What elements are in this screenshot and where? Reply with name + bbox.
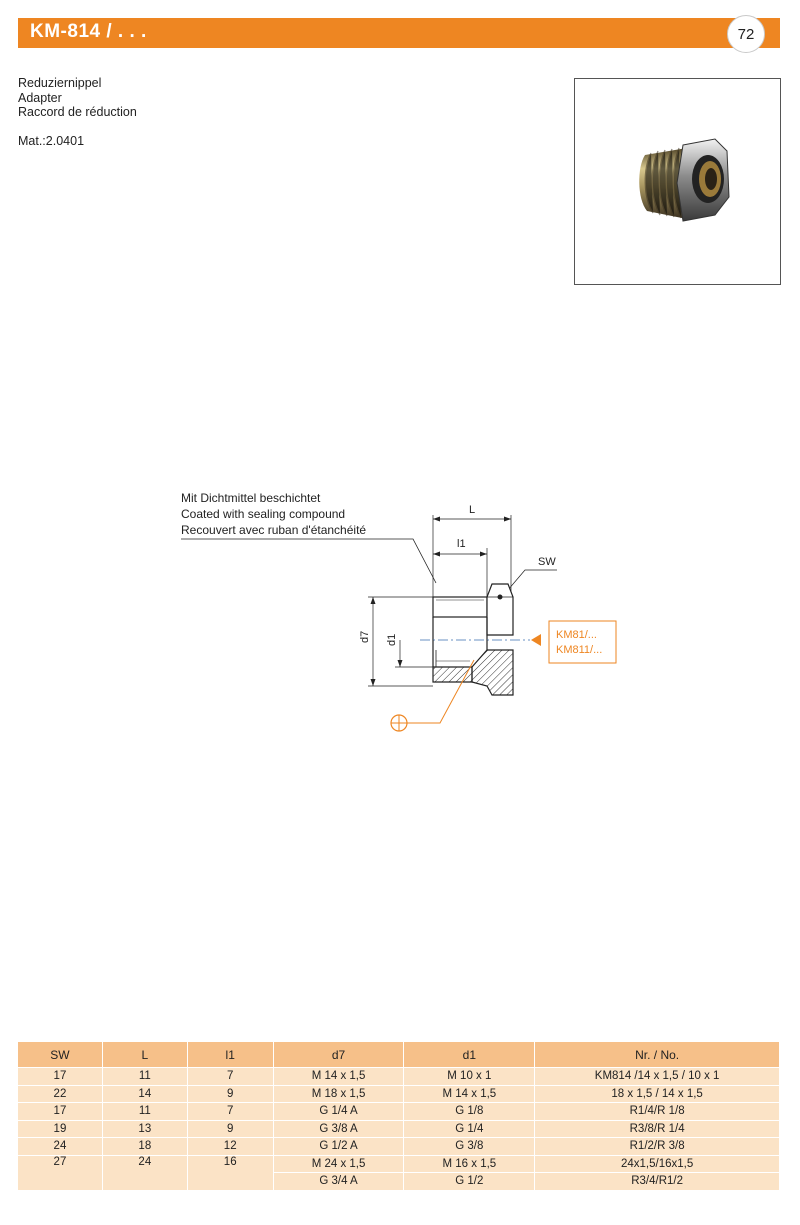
table-cell: 9 bbox=[187, 1120, 273, 1138]
dim-L-label: L bbox=[469, 504, 476, 516]
material-code: Mat.:2.0401 bbox=[18, 133, 85, 148]
table-cell: G 1/2 bbox=[404, 1173, 535, 1190]
table-cell: 24x1,5/16x1,5 bbox=[535, 1155, 780, 1173]
table-cell: KM814 /14 x 1,5 / 10 x 1 bbox=[535, 1068, 780, 1086]
drawing-note-en: Coated with sealing compound bbox=[181, 507, 346, 521]
product-photo bbox=[574, 78, 781, 285]
table-cell: M 24 x 1,5 bbox=[273, 1155, 404, 1173]
dim-d1-label: d1 bbox=[386, 633, 398, 646]
table-row bbox=[18, 1155, 780, 1173]
table-cell: M 10 x 1 bbox=[404, 1068, 535, 1086]
table-cell: G 1/2 A bbox=[273, 1138, 404, 1156]
page-title: KM-814 / . . . bbox=[30, 21, 147, 42]
table-cell: 16 bbox=[187, 1155, 273, 1190]
table-row bbox=[18, 1068, 780, 1086]
sw-label: SW bbox=[538, 556, 556, 568]
table-cell: M 18 x 1,5 bbox=[273, 1085, 404, 1103]
table-cell: G 1/4 A bbox=[273, 1103, 404, 1121]
page-number-badge: 72 bbox=[727, 15, 765, 53]
dim-d7-label: d7 bbox=[359, 630, 371, 643]
table-row bbox=[18, 1085, 780, 1103]
table-cell: 22 bbox=[18, 1085, 103, 1103]
table-header-row bbox=[18, 1042, 780, 1068]
table-cell: M 14 x 1,5 bbox=[273, 1068, 404, 1086]
table-cell: 11 bbox=[102, 1068, 187, 1086]
table-cell: 9 bbox=[187, 1085, 273, 1103]
table-row bbox=[18, 1120, 780, 1138]
description-de: Reduziernippel bbox=[18, 76, 102, 90]
description-fr: Raccord de réduction bbox=[18, 105, 137, 119]
table-cell: 7 bbox=[187, 1103, 273, 1121]
table-cell: G 3/4 A bbox=[273, 1173, 404, 1190]
table-cell: R3/4/R1/2 bbox=[535, 1173, 780, 1190]
ref-label-1: KM81/... bbox=[556, 629, 597, 641]
table-cell: G 1/4 bbox=[404, 1120, 535, 1138]
table-cell: G 3/8 A bbox=[273, 1120, 404, 1138]
product-description bbox=[18, 76, 137, 148]
table-cell: 12 bbox=[187, 1138, 273, 1156]
table-cell: R3/8/R 1/4 bbox=[535, 1120, 780, 1138]
col-header: d7 bbox=[273, 1042, 404, 1068]
technical-drawing bbox=[0, 480, 800, 765]
table-cell: 27 bbox=[18, 1155, 103, 1190]
table-cell: 24 bbox=[102, 1155, 187, 1190]
table-cell: 13 bbox=[102, 1120, 187, 1138]
drawing-canvas bbox=[0, 480, 800, 760]
table-cell: M 16 x 1,5 bbox=[404, 1155, 535, 1173]
adapter-fitting-image bbox=[575, 79, 780, 284]
dim-l1-label: l1 bbox=[457, 538, 466, 550]
header-bar bbox=[18, 18, 780, 48]
col-header: Nr. / No. bbox=[535, 1042, 780, 1068]
table-cell: G 1/8 bbox=[404, 1103, 535, 1121]
table-cell: 19 bbox=[18, 1120, 103, 1138]
table-row bbox=[18, 1103, 780, 1121]
col-header: l1 bbox=[187, 1042, 273, 1068]
table-cell: 18 bbox=[102, 1138, 187, 1156]
description-en: Adapter bbox=[18, 90, 62, 105]
drawing-note-de: Mit Dichtmittel beschichtet bbox=[181, 491, 321, 505]
table-cell: G 3/8 bbox=[404, 1138, 535, 1156]
ref-arrow-icon bbox=[531, 634, 541, 646]
table-cell: 14 bbox=[102, 1085, 187, 1103]
table-row bbox=[18, 1138, 780, 1156]
ref-label-2: KM811/... bbox=[556, 644, 603, 656]
col-header: L bbox=[102, 1042, 187, 1068]
table-cell: R1/4/R 1/8 bbox=[535, 1103, 780, 1121]
table-cell: 18 x 1,5 / 14 x 1,5 bbox=[535, 1085, 780, 1103]
table-cell: 11 bbox=[102, 1103, 187, 1121]
section-hex bbox=[472, 650, 513, 695]
note-leader bbox=[181, 539, 436, 583]
spec-table bbox=[17, 1041, 780, 1190]
drawing-note-fr: Recouvert avec ruban d'étanchéité bbox=[181, 523, 367, 537]
table-cell: R1/2/R 3/8 bbox=[535, 1138, 780, 1156]
col-header: SW bbox=[18, 1042, 103, 1068]
table-cell: 17 bbox=[18, 1068, 103, 1086]
ref-box bbox=[549, 621, 616, 663]
col-header: d1 bbox=[404, 1042, 535, 1068]
table-cell: 7 bbox=[187, 1068, 273, 1086]
table-cell: 17 bbox=[18, 1103, 103, 1121]
hex-center-dot bbox=[498, 595, 503, 600]
table-cell: M 14 x 1,5 bbox=[404, 1085, 535, 1103]
table-cell: 24 bbox=[18, 1138, 103, 1156]
hex-upper bbox=[487, 584, 513, 635]
